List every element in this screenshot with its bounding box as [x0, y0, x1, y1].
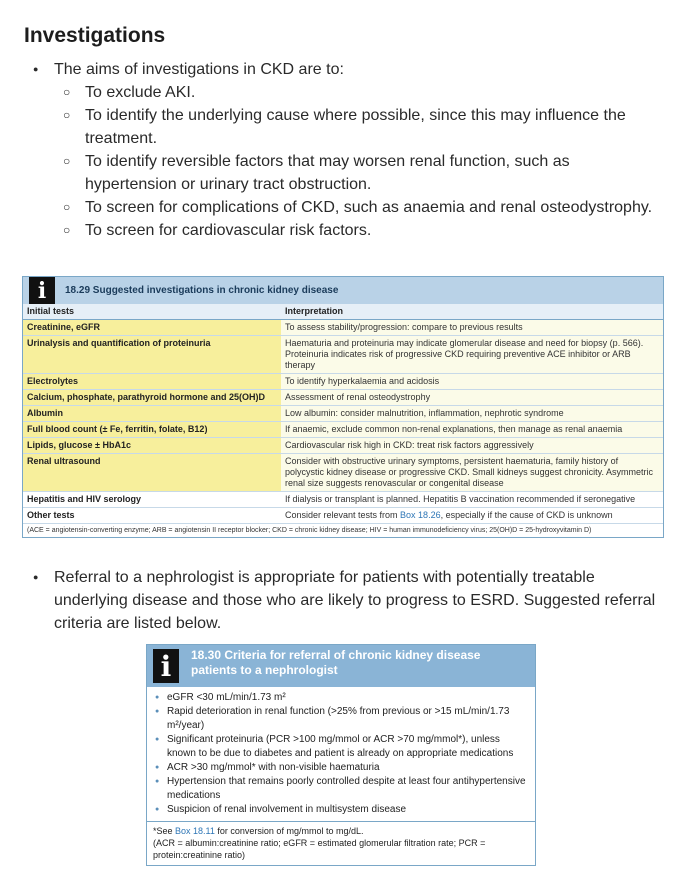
table-row: [23, 422, 663, 438]
table-header-row: [23, 304, 663, 320]
criteria-item: ● Rapid deterioration in renal function (>25% from previous or >15 mL/min/1.73 m²/year): [153, 705, 529, 733]
test-cell: Renal ultrasound: [23, 454, 281, 492]
criteria-item: ● Significant proteinuria (PCR >100 mg/mmol or ACR >70 mg/mmol*), unless known to be due to diabetes and patient is already on appropriate medications: [153, 733, 529, 761]
table-row: [23, 390, 663, 406]
interpretation-cell: If dialysis or transplant is planned. Hepatitis B vaccination recommended if seronegative: [281, 492, 663, 508]
referral-paragraph: ● Referral to a nephrologist is appropriate for patients with potentially treatable underlying disease and those who are likely to progress to ESRD. Suggested referral criteria are listed below.: [24, 566, 664, 635]
note-text: *See: [153, 826, 176, 836]
interpretation-cell: Low albumin: consider malnutrition, inflammation, nephrotic syndrome: [281, 406, 663, 422]
aim-item: ○ To exclude AKI.: [54, 81, 664, 104]
column-header: Initial tests: [23, 304, 281, 320]
info-icon: i: [153, 649, 179, 683]
box-18-11-link[interactable]: Box 18.11: [175, 826, 215, 836]
test-cell: Other tests: [23, 508, 281, 524]
criteria-item: ● ACR >30 mg/mmol* with non-visible haematuria: [153, 761, 529, 775]
aim-item: ○ To screen for cardiovascular risk factors.: [54, 219, 664, 242]
note-text: for conversion of mg/mmol to mg/dL.: [214, 826, 364, 836]
table-row: [23, 336, 663, 374]
interpretation-cell: Assessment of renal osteodystrophy: [281, 390, 663, 406]
referral-list: [24, 566, 664, 635]
criteria-item: ● Suspicion of renal involvement in multisystem disease: [153, 803, 529, 817]
test-cell: Calcium, phosphate, parathyroid hormone and 25(OH)D: [23, 390, 281, 406]
test-cell: Hepatitis and HIV serology: [23, 492, 281, 508]
test-cell: Lipids, glucose ± HbA1c: [23, 438, 281, 454]
table-row: [23, 454, 663, 492]
interpretation-cell: To assess stability/progression: compare to previous results: [281, 320, 663, 336]
interpretation-cell: If anaemic, exclude common non-renal explanations, then manage as renal anaemia: [281, 422, 663, 438]
criteria-item: ● eGFR <30 mL/min/1.73 m²: [153, 691, 529, 705]
table-row: [23, 508, 663, 524]
investigations-table: [23, 304, 663, 524]
info-icon: i: [29, 277, 55, 304]
interpretation-cell: To identify hyperkalaemia and acidosis: [281, 374, 663, 390]
investigations-box-header: [23, 277, 663, 304]
interpretation-cell: Cardiovascular risk high in CKD: treat risk factors aggressively: [281, 438, 663, 454]
criteria-list: [147, 687, 535, 821]
test-cell: Albumin: [23, 406, 281, 422]
aim-item: ○ To screen for complications of CKD, such as anaemia and renal osteodystrophy.: [54, 196, 664, 219]
aim-item: ○ To identify the underlying cause where possible, since this may influence the treatment.: [54, 104, 664, 150]
aim-item: ○ To identify reversible factors that may worsen renal function, such as hypertension or urinary tract obstruction.: [54, 150, 664, 196]
interp-text: Consider relevant tests from: [285, 510, 401, 520]
note-abbreviations: (ACR = albumin:creatinine ratio; eGFR = estimated glomerular filtration rate; PCR = protein:creatinine ratio): [153, 838, 486, 860]
referral-criteria-box: [146, 644, 536, 866]
interpretation-cell: Haematuria and proteinuria may indicate glomerular disease and need for biopsy (p. 566). Proteinuria indicates risk of progressive CKD requiring preventive ACE inhibitor or ARB therapy: [281, 336, 663, 374]
interp-text: , especially if the cause of CKD is unknown: [440, 510, 613, 520]
aims-list: [24, 58, 664, 242]
table-row: [23, 492, 663, 508]
investigations-box: [22, 276, 664, 538]
referral-footnote: [147, 821, 535, 865]
aims-intro: [24, 58, 664, 242]
criteria-item: ● Hypertension that remains poorly controlled despite at least four antihypertensive medications: [153, 775, 529, 803]
interpretation-cell: Consider with obstructive urinary symptoms, persistent haematuria, family history of polycystic kidney disease or progressive CKD. Small kidneys suggest chronicity. Asymmetric renal size suggests renovascular or congenital disease: [281, 454, 663, 492]
aims-sublist: [54, 81, 664, 242]
investigations-box-title: 18.29 Suggested investigations in chronic kidney disease: [65, 285, 339, 296]
table-row: [23, 320, 663, 336]
interpretation-cell: [281, 508, 663, 524]
referral-box-header: [147, 645, 535, 687]
box-18-26-link[interactable]: Box 18.26: [400, 510, 441, 520]
section-heading: Investigations: [24, 24, 166, 47]
test-cell: Electrolytes: [23, 374, 281, 390]
test-cell: Creatinine, eGFR: [23, 320, 281, 336]
table-row: [23, 438, 663, 454]
abbreviations-footnote: (ACE = angiotensin-converting enzyme; ARB = angiotensin II receptor blocker; CKD = chronic kidney disease; HIV = human immunodeficiency virus; 25(OH)D = 25-hydroxyvitamin D): [27, 527, 592, 534]
aims-intro-text: The aims of investigations in CKD are to:: [54, 61, 344, 78]
referral-box-title: 18.30 Criteria for referral of chronic kidney disease patients to a nephrologist: [191, 648, 481, 677]
column-header: Interpretation: [281, 304, 663, 320]
test-cell: Full blood count (± Fe, ferritin, folate, B12): [23, 422, 281, 438]
table-row: [23, 374, 663, 390]
test-cell: Urinalysis and quantification of proteinuria: [23, 336, 281, 374]
table-row: [23, 406, 663, 422]
